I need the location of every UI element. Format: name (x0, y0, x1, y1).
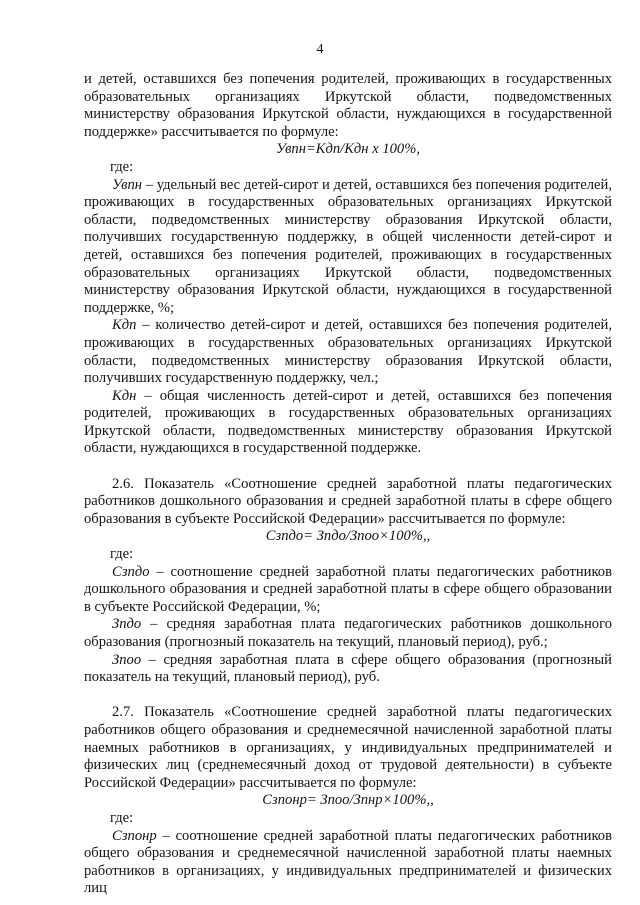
term-zpdo: Зпдо (112, 616, 142, 633)
definition-kdp (84, 317, 612, 387)
term-uvpn: Увпн (112, 176, 143, 193)
section-gap (84, 687, 612, 705)
definition-szpdo (84, 564, 612, 617)
formula-szponr: Сзпонр= Зпоо/Зпнр×100%,, (262, 792, 434, 809)
definition-uvpn (84, 177, 612, 318)
term-kdp: Кдп (112, 317, 137, 334)
document-body (84, 71, 612, 898)
definition-zpdo (84, 616, 612, 651)
where-label: где: (110, 809, 134, 826)
term-kdn: Кдн (112, 387, 137, 404)
definition-text: – удельный вес детей-сирот и детей, оставшихся без попечения родителей, проживающих в государственных образовательных организациях Иркутской области, подведомственных министерству образования Иркутской области, получивших государственную поддержку, в общей численности детей-сирот и детей, оставшихся без попечения родителей, проживающих в государственных образовательных организациях Иркутской области, подведомственных министерству образования Иркутской области, нуждающихся в государственной поддержке, %; (84, 176, 612, 316)
definition-text: – средняя заработная плата педагогических работников дошкольного образования (прогнозный показатель на текущий, плановый период), руб.; (84, 616, 612, 650)
page-number: 4 (316, 42, 324, 57)
formula-szpdo: Сзпдо= Зпдо/Зпоо×100%,, (265, 528, 431, 545)
section-2-6: 2.6. Показатель «Соотношение средней заработной платы педагогических работников дошкольного образования и средней заработной платы в сфере общего образования в субъекте Российской Федерации» рассчитывается по формуле: (84, 475, 612, 527)
section-2-7: 2.7. Показатель «Соотношение средней заработной платы педагогических работников общего образования и среднемесячной начисленной заработной платы наемных работников в организациях, у индивидуальных предпринимателей и физических лиц (среднемесячный доход от трудовой деятельности) в субъекте Российской Федерации» рассчитывается по формуле: (84, 704, 612, 791)
definition-kdn (84, 388, 612, 458)
definition-text: – соотношение средней заработной платы педагогических работников дошкольного образования и средней заработной платы в сфере общего образовании в субъекте Российской Федерации, %; (84, 563, 612, 615)
where-label: где: (110, 158, 134, 175)
formula-uvpn: Увпн=Кдп/Кдн х 100%, (275, 141, 421, 158)
where-label: где: (110, 546, 134, 563)
definition-text: – соотношение средней заработной платы педагогических работников общего образования и среднемесячной начисленной заработной платы наемных работников в организациях, у индивидуальных предпринимателей и физических лиц (84, 827, 612, 897)
paragraph-continuation: и детей, оставшихся без попечения родителей, проживающих в государственных образовательных организациях Иркутской области, подведомственных министерству образования Иркутской области, нуждающихся в государственной поддержке» рассчитывается по формуле: (84, 71, 612, 140)
term-zpoo: Зпоо (112, 651, 142, 668)
term-szponr: Сзпонр (112, 827, 157, 844)
term-szpdo: Сзпдо (112, 563, 150, 580)
section-gap (84, 458, 612, 476)
definition-szponr (84, 828, 612, 898)
definition-zpoo (84, 652, 612, 687)
definition-text: – количество детей-сирот и детей, оставшихся без попечения родителей, проживающих в государственных образовательных организациях Иркутской области, подведомственных министерству образования Иркутской области, получивших государственную поддержку, чел.; (84, 317, 612, 387)
definition-text: – общая численность детей-сирот и детей, оставшихся без попечения родителей, проживающих в государственных образовательных организациях Иркутской области, подведомственных министерству образования Иркутской области, нуждающихся в государственной поддержке. (84, 387, 612, 457)
definition-text: – средняя заработная плата в сфере общего образования (прогнозный показатель на текущий, плановый период), руб. (84, 651, 612, 686)
